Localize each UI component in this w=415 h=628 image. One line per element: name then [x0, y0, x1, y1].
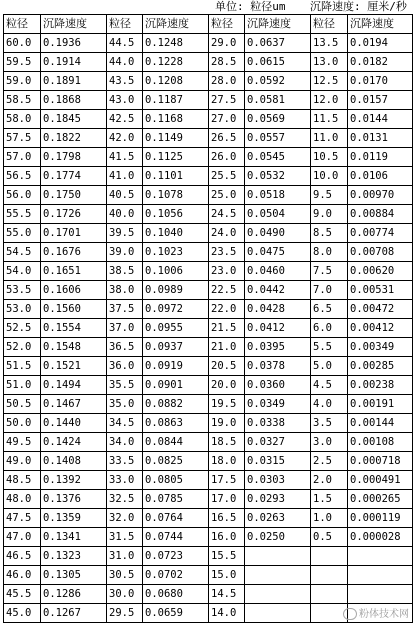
size-cell: 3.0 [311, 433, 348, 452]
size-cell: 13.5 [311, 34, 348, 53]
size-cell: 29.0 [209, 34, 245, 53]
size-cell: 46.0 [4, 566, 41, 585]
table-row [4, 110, 413, 129]
size-cell: 49.5 [4, 433, 41, 452]
speed-cell: 0.0637 [245, 34, 311, 53]
size-cell: 16.5 [209, 509, 245, 528]
size-cell: 55.0 [4, 224, 41, 243]
size-cell: 24.0 [209, 224, 245, 243]
speed-cell: 0.0327 [245, 433, 311, 452]
speed-cell: 0.0428 [245, 300, 311, 319]
size-cell: 54.0 [4, 262, 41, 281]
unit-speed-label: 沉降速度: 厘米/秒 [310, 0, 407, 13]
size-cell: 41.0 [107, 167, 143, 186]
size-cell: 12.0 [311, 91, 348, 110]
speed-cell: 0.1323 [41, 547, 107, 566]
size-cell: 5.5 [311, 338, 348, 357]
speed-cell: 0.0863 [143, 414, 209, 433]
size-cell: 4.5 [311, 376, 348, 395]
unit-line [0, 0, 415, 14]
speed-cell: 0.00708 [348, 243, 413, 262]
speed-cell: 0.0475 [245, 243, 311, 262]
size-cell: 27.0 [209, 110, 245, 129]
size-cell [311, 547, 348, 566]
table-row [4, 129, 413, 148]
table-body [4, 15, 413, 623]
speed-cell: 0.00620 [348, 262, 413, 281]
size-cell: 41.5 [107, 148, 143, 167]
size-cell: 36.0 [107, 357, 143, 376]
speed-cell: 0.0157 [348, 91, 413, 110]
speed-cell: 0.00412 [348, 319, 413, 338]
size-cell: 11.5 [311, 110, 348, 129]
size-cell: 46.5 [4, 547, 41, 566]
speed-cell: 0.0250 [245, 528, 311, 547]
size-cell: 50.5 [4, 395, 41, 414]
size-cell: 39.5 [107, 224, 143, 243]
size-cell: 56.5 [4, 167, 41, 186]
table-row [4, 34, 413, 53]
speed-cell: 0.00970 [348, 186, 413, 205]
speed-cell: 0.000119 [348, 509, 413, 528]
speed-cell: 0.1606 [41, 281, 107, 300]
size-cell: 13.0 [311, 53, 348, 72]
size-cell: 9.0 [311, 205, 348, 224]
speed-cell: 0.000718 [348, 452, 413, 471]
speed-cell: 0.0170 [348, 72, 413, 91]
speed-cell: 0.1359 [41, 509, 107, 528]
speed-cell: 0.0263 [245, 509, 311, 528]
table-row [4, 91, 413, 110]
size-cell: 10.0 [311, 167, 348, 186]
speed-cell: 0.0442 [245, 281, 311, 300]
size-cell: 33.0 [107, 471, 143, 490]
speed-cell [245, 547, 311, 566]
speed-cell: 0.1228 [143, 53, 209, 72]
speed-cell: 0.1006 [143, 262, 209, 281]
table-row [4, 148, 413, 167]
size-cell: 15.0 [209, 566, 245, 585]
speed-cell: 0.1868 [41, 91, 107, 110]
speed-cell: 0.0395 [245, 338, 311, 357]
speed-cell: 0.1845 [41, 110, 107, 129]
speed-cell: 0.1774 [41, 167, 107, 186]
size-cell: 29.5 [107, 604, 143, 623]
size-cell: 26.0 [209, 148, 245, 167]
size-cell: 20.0 [209, 376, 245, 395]
speed-cell: 0.1891 [41, 72, 107, 91]
size-cell: 38.5 [107, 262, 143, 281]
speed-cell [245, 585, 311, 604]
size-cell: 37.0 [107, 319, 143, 338]
speed-cell: 0.1424 [41, 433, 107, 452]
speed-cell: 0.1467 [41, 395, 107, 414]
speed-cell: 0.0131 [348, 129, 413, 148]
table-row [4, 319, 413, 338]
speed-cell [348, 585, 413, 604]
size-cell: 36.5 [107, 338, 143, 357]
header-cell: 沉降速度 [143, 15, 209, 34]
speed-cell: 0.00472 [348, 300, 413, 319]
size-cell: 59.0 [4, 72, 41, 91]
size-cell: 4.0 [311, 395, 348, 414]
size-cell: 8.5 [311, 224, 348, 243]
speed-cell: 0.0569 [245, 110, 311, 129]
table-row [4, 224, 413, 243]
size-cell: 48.0 [4, 490, 41, 509]
speed-cell: 0.1726 [41, 205, 107, 224]
size-cell: 44.5 [107, 34, 143, 53]
table-row [4, 186, 413, 205]
size-cell: 9.5 [311, 186, 348, 205]
size-cell: 44.0 [107, 53, 143, 72]
size-cell: 17.0 [209, 490, 245, 509]
speed-cell: 0.0592 [245, 72, 311, 91]
header-cell: 粒径 [107, 15, 143, 34]
size-cell: 39.0 [107, 243, 143, 262]
size-cell: 21.5 [209, 319, 245, 338]
table-row [4, 338, 413, 357]
speed-cell: 0.0460 [245, 262, 311, 281]
size-cell: 26.5 [209, 129, 245, 148]
speed-cell: 0.0764 [143, 509, 209, 528]
table-row [4, 72, 413, 91]
size-cell: 18.5 [209, 433, 245, 452]
size-cell: 2.5 [311, 452, 348, 471]
size-cell: 7.5 [311, 262, 348, 281]
speed-cell: 0.0490 [245, 224, 311, 243]
speed-cell: 0.0955 [143, 319, 209, 338]
speed-cell: 0.0680 [143, 585, 209, 604]
speed-cell: 0.0659 [143, 604, 209, 623]
speed-cell [245, 604, 311, 623]
table-row [4, 205, 413, 224]
speed-cell: 0.0194 [348, 34, 413, 53]
speed-cell: 0.0532 [245, 167, 311, 186]
speed-cell: 0.1494 [41, 376, 107, 395]
speed-cell: 0.0882 [143, 395, 209, 414]
size-cell: 51.5 [4, 357, 41, 376]
speed-cell: 0.0805 [143, 471, 209, 490]
size-cell: 40.0 [107, 205, 143, 224]
size-cell: 60.0 [4, 34, 41, 53]
speed-cell: 0.000491 [348, 471, 413, 490]
speed-cell [348, 547, 413, 566]
speed-cell: 0.0303 [245, 471, 311, 490]
size-cell: 3.5 [311, 414, 348, 433]
table-row [4, 262, 413, 281]
size-cell: 21.0 [209, 338, 245, 357]
speed-cell: 0.1521 [41, 357, 107, 376]
size-cell: 52.5 [4, 319, 41, 338]
table-row [4, 452, 413, 471]
speed-cell: 0.00285 [348, 357, 413, 376]
speed-cell: 0.000028 [348, 528, 413, 547]
table-row [4, 376, 413, 395]
table-row [4, 357, 413, 376]
speed-cell: 0.0349 [245, 395, 311, 414]
size-cell: 19.5 [209, 395, 245, 414]
speed-cell: 0.0972 [143, 300, 209, 319]
speed-cell: 0.1286 [41, 585, 107, 604]
speed-cell: 0.1548 [41, 338, 107, 357]
speed-cell: 0.0545 [245, 148, 311, 167]
speed-cell: 0.1023 [143, 243, 209, 262]
table-row [4, 528, 413, 547]
speed-cell: 0.0293 [245, 490, 311, 509]
size-cell: 5.0 [311, 357, 348, 376]
size-cell: 18.0 [209, 452, 245, 471]
size-cell: 37.5 [107, 300, 143, 319]
size-cell: 54.5 [4, 243, 41, 262]
size-cell: 1.0 [311, 509, 348, 528]
wechat-icon [343, 608, 357, 620]
size-cell [311, 585, 348, 604]
size-cell: 16.0 [209, 528, 245, 547]
table-row [4, 53, 413, 72]
speed-cell: 0.1168 [143, 110, 209, 129]
speed-cell: 0.0919 [143, 357, 209, 376]
size-cell: 57.0 [4, 148, 41, 167]
size-cell: 19.0 [209, 414, 245, 433]
size-cell: 35.5 [107, 376, 143, 395]
speed-cell: 0.0702 [143, 566, 209, 585]
speed-cell: 0.0785 [143, 490, 209, 509]
table-row [4, 585, 413, 604]
size-cell: 51.0 [4, 376, 41, 395]
speed-cell: 0.1341 [41, 528, 107, 547]
size-cell: 52.0 [4, 338, 41, 357]
size-cell: 47.5 [4, 509, 41, 528]
size-cell: 43.5 [107, 72, 143, 91]
speed-cell: 0.00884 [348, 205, 413, 224]
table-row [4, 281, 413, 300]
header-cell: 沉降速度 [41, 15, 107, 34]
speed-cell: 0.0844 [143, 433, 209, 452]
table-row [4, 490, 413, 509]
size-cell: 59.5 [4, 53, 41, 72]
size-cell: 38.0 [107, 281, 143, 300]
size-cell: 7.0 [311, 281, 348, 300]
table-row [4, 167, 413, 186]
size-cell: 14.0 [209, 604, 245, 623]
size-cell: 0.5 [311, 528, 348, 547]
size-cell: 43.0 [107, 91, 143, 110]
table-row [4, 300, 413, 319]
speed-cell: 0.1305 [41, 566, 107, 585]
speed-cell: 0.0518 [245, 186, 311, 205]
speed-cell: 0.0182 [348, 53, 413, 72]
speed-cell: 0.1149 [143, 129, 209, 148]
size-cell: 31.5 [107, 528, 143, 547]
size-cell: 53.5 [4, 281, 41, 300]
speed-cell: 0.0106 [348, 167, 413, 186]
size-cell: 42.5 [107, 110, 143, 129]
size-cell: 58.0 [4, 110, 41, 129]
header-cell: 沉降速度 [348, 15, 413, 34]
speed-cell: 0.0360 [245, 376, 311, 395]
size-cell: 34.5 [107, 414, 143, 433]
table-row [4, 566, 413, 585]
speed-cell: 0.0412 [245, 319, 311, 338]
size-cell: 10.5 [311, 148, 348, 167]
size-cell: 23.0 [209, 262, 245, 281]
speed-cell: 0.1560 [41, 300, 107, 319]
header-row [4, 15, 413, 34]
table-row [4, 395, 413, 414]
size-cell: 6.5 [311, 300, 348, 319]
speed-cell: 0.1798 [41, 148, 107, 167]
speed-cell: 0.00108 [348, 433, 413, 452]
speed-cell: 0.00531 [348, 281, 413, 300]
unit-size-label: 单位: 粒径um [215, 0, 286, 13]
table-row [4, 243, 413, 262]
speed-cell: 0.1554 [41, 319, 107, 338]
sedimentation-table [3, 14, 413, 623]
size-cell: 45.5 [4, 585, 41, 604]
size-cell: 30.5 [107, 566, 143, 585]
speed-cell: 0.1914 [41, 53, 107, 72]
speed-cell: 0.0615 [245, 53, 311, 72]
speed-cell: 0.1187 [143, 91, 209, 110]
size-cell: 25.5 [209, 167, 245, 186]
table-row [4, 547, 413, 566]
speed-cell: 0.0119 [348, 148, 413, 167]
size-cell: 47.0 [4, 528, 41, 547]
speed-cell: 0.1822 [41, 129, 107, 148]
size-cell: 30.0 [107, 585, 143, 604]
size-cell: 31.0 [107, 547, 143, 566]
table-row [4, 414, 413, 433]
size-cell: 58.5 [4, 91, 41, 110]
speed-cell: 0.0338 [245, 414, 311, 433]
size-cell: 12.5 [311, 72, 348, 91]
speed-cell: 0.0581 [245, 91, 311, 110]
speed-cell: 0.1125 [143, 148, 209, 167]
watermark-text: 粉体技术网 [359, 609, 409, 620]
watermark [343, 605, 409, 620]
size-cell: 40.5 [107, 186, 143, 205]
size-cell: 6.0 [311, 319, 348, 338]
header-cell: 沉降速度 [245, 15, 311, 34]
speed-cell: 0.0989 [143, 281, 209, 300]
size-cell [311, 566, 348, 585]
table-row [4, 471, 413, 490]
header-cell: 粒径 [4, 15, 41, 34]
size-cell: 14.5 [209, 585, 245, 604]
speed-cell [348, 566, 413, 585]
size-cell: 35.0 [107, 395, 143, 414]
speed-cell: 0.0557 [245, 129, 311, 148]
speed-cell: 0.00238 [348, 376, 413, 395]
size-cell: 32.0 [107, 509, 143, 528]
speed-cell: 0.00349 [348, 338, 413, 357]
speed-cell: 0.00774 [348, 224, 413, 243]
speed-cell: 0.0744 [143, 528, 209, 547]
size-cell: 57.5 [4, 129, 41, 148]
size-cell: 15.5 [209, 547, 245, 566]
header-cell: 粒径 [209, 15, 245, 34]
table-row [4, 433, 413, 452]
size-cell: 48.5 [4, 471, 41, 490]
size-cell: 24.5 [209, 205, 245, 224]
speed-cell: 0.00191 [348, 395, 413, 414]
speed-cell: 0.1376 [41, 490, 107, 509]
size-cell: 17.5 [209, 471, 245, 490]
speed-cell: 0.0144 [348, 110, 413, 129]
size-cell: 25.0 [209, 186, 245, 205]
size-cell: 1.5 [311, 490, 348, 509]
speed-cell: 0.1056 [143, 205, 209, 224]
speed-cell: 0.1078 [143, 186, 209, 205]
speed-cell: 0.0378 [245, 357, 311, 376]
speed-cell: 0.0504 [245, 205, 311, 224]
size-cell: 50.0 [4, 414, 41, 433]
speed-cell: 0.000265 [348, 490, 413, 509]
size-cell: 32.5 [107, 490, 143, 509]
size-cell: 49.0 [4, 452, 41, 471]
speed-cell: 0.1651 [41, 262, 107, 281]
size-cell: 22.5 [209, 281, 245, 300]
speed-cell: 0.1701 [41, 224, 107, 243]
speed-cell: 0.0937 [143, 338, 209, 357]
speed-cell: 0.0901 [143, 376, 209, 395]
size-cell: 42.0 [107, 129, 143, 148]
speed-cell: 0.00144 [348, 414, 413, 433]
size-cell: 22.0 [209, 300, 245, 319]
size-cell: 33.5 [107, 452, 143, 471]
size-cell: 20.5 [209, 357, 245, 376]
size-cell: 2.0 [311, 471, 348, 490]
size-cell: 28.5 [209, 53, 245, 72]
speed-cell: 0.1208 [143, 72, 209, 91]
speed-cell: 0.1750 [41, 186, 107, 205]
speed-cell: 0.0315 [245, 452, 311, 471]
speed-cell [245, 566, 311, 585]
speed-cell: 0.1676 [41, 243, 107, 262]
size-cell [311, 604, 348, 623]
speed-cell: 0.1248 [143, 34, 209, 53]
speed-cell: 0.1936 [41, 34, 107, 53]
speed-cell: 0.1408 [41, 452, 107, 471]
speed-cell: 0.1267 [41, 604, 107, 623]
speed-cell: 0.1392 [41, 471, 107, 490]
speed-cell: 0.0825 [143, 452, 209, 471]
size-cell: 53.0 [4, 300, 41, 319]
speed-cell: 0.0723 [143, 547, 209, 566]
speed-cell: 0.1040 [143, 224, 209, 243]
size-cell: 27.5 [209, 91, 245, 110]
size-cell: 23.5 [209, 243, 245, 262]
size-cell: 34.0 [107, 433, 143, 452]
size-cell: 8.0 [311, 243, 348, 262]
speed-cell: 0.1101 [143, 167, 209, 186]
speed-cell: 0.1440 [41, 414, 107, 433]
size-cell: 28.0 [209, 72, 245, 91]
table-row [4, 509, 413, 528]
size-cell: 56.0 [4, 186, 41, 205]
size-cell: 45.0 [4, 604, 41, 623]
size-cell: 11.0 [311, 129, 348, 148]
size-cell: 55.5 [4, 205, 41, 224]
header-cell: 粒径 [311, 15, 348, 34]
